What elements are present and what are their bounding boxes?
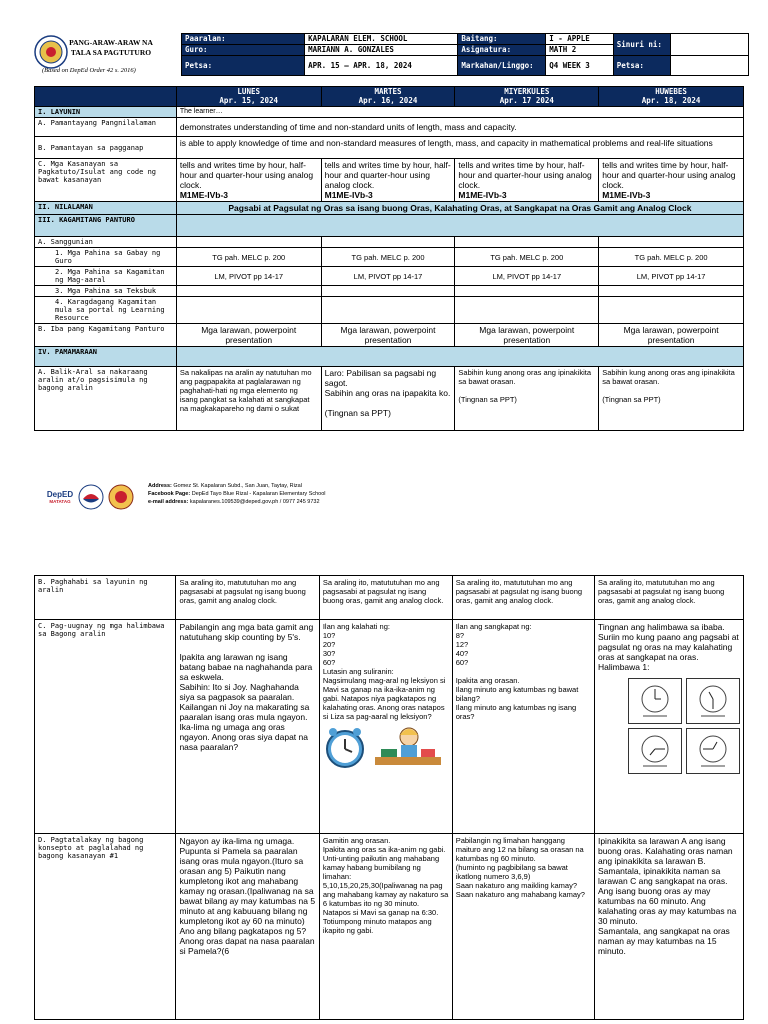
bagong-pilipinas-logo <box>78 484 104 510</box>
info-value: I - APPLE <box>546 34 614 45</box>
materials-cell: Mga larawan, powerpoint presentation <box>321 324 455 347</box>
procedure-cell: Sa araling ito, matututuhan mo ang pagsasabi at pagsulat ng isang buong oras, gamit ang analog clock. <box>452 576 594 620</box>
learner-label: The learner… <box>176 107 743 118</box>
clock-example <box>628 728 682 774</box>
row-label: 2. Mga Pahina sa Kagamitan ng Mag-aaral <box>35 267 177 286</box>
performance-standard: is able to apply knowledge of time and non-standard measures of length, mass, and capacity in mathematical problems and real-life situations <box>176 137 743 159</box>
competency-cell: tells and writes time by hour, half-hour and quarter-hour using analog clock. M1ME-IVb-3 <box>455 159 599 202</box>
section-fill <box>176 347 743 367</box>
info-label: Baitang: <box>458 34 546 45</box>
row-label: A. Sanggunian <box>35 237 177 248</box>
row-label: D. Pagtatalakay ng bagong konsepto at paglalahad ng bagong kasanayan #1 <box>35 834 176 1020</box>
lesson-plan-table-page2 <box>34 575 744 1020</box>
document-title: PANG-ARAW-ARAW NA TALA SA PAGTUTURO <box>69 38 153 57</box>
materials-cell: Mga larawan, powerpoint presentation <box>176 324 321 347</box>
info-value: MATH 2 <box>546 45 614 56</box>
topic: Pagsabi at Pagsulat ng Oras sa isang buong Oras, Kalahating Oras, at Sangkapat na Oras Gamit ang Analog Clock <box>176 202 743 215</box>
row-label: 3. Mga Pahina sa Teksbuk <box>35 286 177 297</box>
procedure-cell: Sabihin kung anong oras ang ipinakikita sa bawat orasan. (Tingnan sa PPT) <box>455 367 599 431</box>
clock-example <box>686 678 740 724</box>
row-label: B. Iba pang Kagamitang Panturo <box>35 324 177 347</box>
ref-cell: LM, PIVOT pp 14-17 <box>321 267 455 286</box>
ref-cell: LM, PIVOT pp 14-17 <box>455 267 599 286</box>
corner-cell <box>35 87 177 107</box>
footer-text: Address: Gomez St. Kapalaran Subd., San Juan, Taytay, Rizal Facebook Page: DepEd Tayo Blue Rizal - Kapalaran Elementary School e-mail address: kapalaranes.109539@deped.gov.ph / 0977 245 9732 <box>148 483 326 505</box>
competency-cell: tells and writes time by hour, half-hour and quarter-hour using analog clock. M1ME-IVb-3 <box>599 159 744 202</box>
procedure-cell: Sa nakalipas na aralin ay natutuhan mo ang pagpapakita at paglalarawan ng paghahati-hati ng mga elemento ng isang pangkat sa kalahati at sangkapat na magkakapareho ng dami o sukat <box>176 367 321 431</box>
procedure-cell: Ipinakikita sa larawan A ang isang buong oras. Kalahating oras naman ang ipinakikita sa larawan B. Samantala, ipinakikita naman sa larawan C ang sangkapat na oras. Ang isang buong oras ay may katumbas na 60 minuto. Ang kalahating oras ay may katumbas na 30 minuto. Samantala, ang sangkapat na oras naman ay may katumbas na 15 minuto. <box>594 834 743 1020</box>
example-text: Tingnan ang halimbawa sa ibaba. Suriin mo kung paano ang pagsabi at pagsulat ng oras na may kalahating oras at sangkapat na oras. Halimbawa 1: <box>597 622 739 672</box>
info-label: Petsa: <box>182 56 305 76</box>
procedure-cell: Sa araling ito, matututuhan mo ang pagsasabi at pagsulat ng isang buong oras, gamit ang analog clock. <box>176 576 319 620</box>
alarm-clock-icon <box>323 725 367 769</box>
row-label: C. Pag-uugnay ng mga halimbawa sa Bagong aralin <box>35 620 176 834</box>
row-label: A. Balik-Aral sa nakaraang aralin at/o pagsisimula ng bagong aralin <box>35 367 177 431</box>
clock-example <box>628 678 682 724</box>
empty-cell <box>599 286 744 297</box>
ref-cell: TG pah. MELC p. 200 <box>321 248 455 267</box>
procedure-cell: Pabilangin ang mga bata gamit ang natutuhang skip counting by 5's. Ipakita ang larawan ng isang batang babae na naghahanda para sa eskwela. Sabihin: Ito si Joy. Naghahanda siya sa pagpasok sa paaralan. Kailangan ni Joy na makarating sa paaralan isang oras mula ngayon. Ika-lima ng umaga ang oras ngayon. Anong oras siya dapat na nasa paaralan? <box>176 620 319 834</box>
procedure-cell: Sa araling ito, matututuhan mo ang pagsasabi at pagsulat ng isang buong oras, gamit ang analog clock. <box>594 576 743 620</box>
info-value: APR. 15 – APR. 18, 2024 <box>305 56 458 76</box>
row-label: B. Paghahabi sa layunin ng aralin <box>35 576 176 620</box>
word-problem: Lutasin ang suliranin: Nagsimulang mag-aral ng leksiyon si Mavi sa ganap na ika-ika-anim ng gabi. Natapos niya pagkatapos ng kalahating oras. Anong oras natapos si Liza sa pag-aaral ng leksiyon? <box>322 667 446 721</box>
info-value: MARIANN A. GONZALES <box>305 45 458 56</box>
procedure-cell <box>594 620 743 834</box>
info-value <box>671 34 749 56</box>
procedure-cell: Ngayon ay ika-lima ng umaga. Pupunta si Pamela sa paaralan isang oras mula ngayon.(Ituro sa orasan ang 5) Paikutin nang kumpletong ikot ang mahabang kamay ng orasan.(Ipaliwanag na sa bawat bilang ay may katumbas na 5 minuto at ang kabuuang bilang ng kumpletong ikot ay 60 na minuto) Ano ang bilang pagkatapos ng 5? Anong oras dapat na nasa paaralan si Pamela?(6 <box>176 834 319 1020</box>
competency-cell: tells and writes time by hour, half-hour and quarter-hour using analog clock. M1ME-IVb-3 <box>176 159 321 202</box>
procedure-cell: Sabihin kung anong oras ang ipinakikita sa bawat orasan. (Tingnan sa PPT) <box>599 367 744 431</box>
empty-cell <box>455 297 599 324</box>
info-value: Q4 WEEK 3 <box>546 56 614 76</box>
empty-cell <box>321 286 455 297</box>
empty-cell <box>455 286 599 297</box>
ref-cell: LM, PIVOT pp 14-17 <box>599 267 744 286</box>
info-label: Markahan/Linggo: <box>458 56 546 76</box>
procedure-cell <box>319 620 452 834</box>
section-layunin: I. LAYUNIN <box>35 107 177 118</box>
empty-cell <box>321 237 455 248</box>
ref-cell: TG pah. MELC p. 200 <box>455 248 599 267</box>
info-label: Asignatura: <box>458 45 546 56</box>
studying-child-icon <box>373 723 443 769</box>
ref-cell: LM, PIVOT pp 14-17 <box>176 267 321 286</box>
clock-example <box>686 728 740 774</box>
section-nilalaman: II. NILALAMAN <box>35 202 177 215</box>
info-label: Guro: <box>182 45 305 56</box>
empty-cell <box>176 297 321 324</box>
procedure-cell: Ilan ang sangkapat ng: 8? 12? 40? 60? Ipakita ang orasan. Ilang minuto ang katumbas ng bawat bilang? Ilang minuto ang katumbas ng isang oras? <box>452 620 594 834</box>
row-label: C. Mga Kasanayan sa Pagkatuto/Isulat ang code ng bawat kasanayan <box>35 159 177 202</box>
competency-cell: tells and writes time by hour, half-hour and quarter-hour using analog clock. M1ME-IVb-3 <box>321 159 455 202</box>
row-label: A. Pamantayang Pangnilalaman <box>35 118 177 137</box>
day-header: MIYERKULES Apr. 17 2024 <box>455 87 599 107</box>
halves-question: Ilan ang kalahati ng: 10? 20? 30? 60? <box>322 622 390 667</box>
section-fill <box>176 215 743 237</box>
deped-logo: DepED MATATAG <box>46 490 74 504</box>
empty-cell <box>599 297 744 324</box>
document-basis: (Based on DepEd Order 42 s. 2016) <box>42 67 136 74</box>
materials-cell: Mga larawan, powerpoint presentation <box>599 324 744 347</box>
footer-logos <box>46 484 134 510</box>
info-label: Sinuri ni: <box>613 34 671 56</box>
ref-cell: TG pah. MELC p. 200 <box>599 248 744 267</box>
procedure-cell: Laro: Pabilisan sa pagsabi ng sagot. Sabihin ang oras na ipapakita ko. (Tingnan sa PPT) <box>321 367 455 431</box>
empty-cell <box>176 237 321 248</box>
info-table <box>181 33 749 76</box>
day-header: MARTES Apr. 16, 2024 <box>321 87 455 107</box>
row-label: 1. Mga Pahina sa Gabay ng Guro <box>35 248 177 267</box>
empty-cell <box>321 297 455 324</box>
materials-cell: Mga larawan, powerpoint presentation <box>455 324 599 347</box>
content-standard: demonstrates understanding of time and non-standard units of length, mass and capacity. <box>176 118 743 137</box>
ref-cell: TG pah. MELC p. 200 <box>176 248 321 267</box>
empty-cell <box>599 237 744 248</box>
procedure-cell: Sa araling ito, matututuhan mo ang pagsasabi at pagsulat ng isang buong oras, gamit ang analog clock. <box>319 576 452 620</box>
empty-cell <box>176 286 321 297</box>
empty-cell <box>455 237 599 248</box>
procedure-cell: Gamitin ang orasan. Ipakita ang oras sa ika-anim ng gabi. Unti-unting paikutin ang mahabang kamay habang bumibilang ng limahan: 5,10,15,20,25,30(Ipaliwanag na pag ang mahabang kamay ay nakaturo sa 6 katumbas ito ng 30 minuto. Natapos si Mavi sa ganap na 6:30. Totiumpong minuto matapos ang ikapito ng gabi. <box>319 834 452 1020</box>
row-label: B. Pamantayan sa pagganap <box>35 137 177 159</box>
info-value: KAPALARAN ELEM. SCHOOL <box>305 34 458 45</box>
clock-examples <box>628 678 740 774</box>
school-logo <box>108 484 134 510</box>
lesson-plan-table <box>34 86 744 431</box>
section-kagamitan: III. KAGAMITANG PANTURO <box>35 215 177 237</box>
procedure-cell: Pabilangin ng limahan hanggang maituro ang 12 na bilang sa orasan na katumbas ng 60 minuto. (huminto ng pagbibilang sa bawat ikatlong numero 3,6,9) Saan nakaturo ang maikling kamay? Saan nakaturo ang mahabang kamay? <box>452 834 594 1020</box>
day-header: LUNES Apr. 15, 2024 <box>176 87 321 107</box>
info-label: Petsa: <box>613 56 671 76</box>
row-label: 4. Karagdagang Kagamitan mula sa portal ng Learning Resource <box>35 297 177 324</box>
section-pamamaraan: IV. PAMAMARAAN <box>35 347 177 367</box>
info-value <box>671 56 749 76</box>
day-header: HUWEBES Apr. 18, 2024 <box>599 87 744 107</box>
info-label: Paaralan: <box>182 34 305 45</box>
